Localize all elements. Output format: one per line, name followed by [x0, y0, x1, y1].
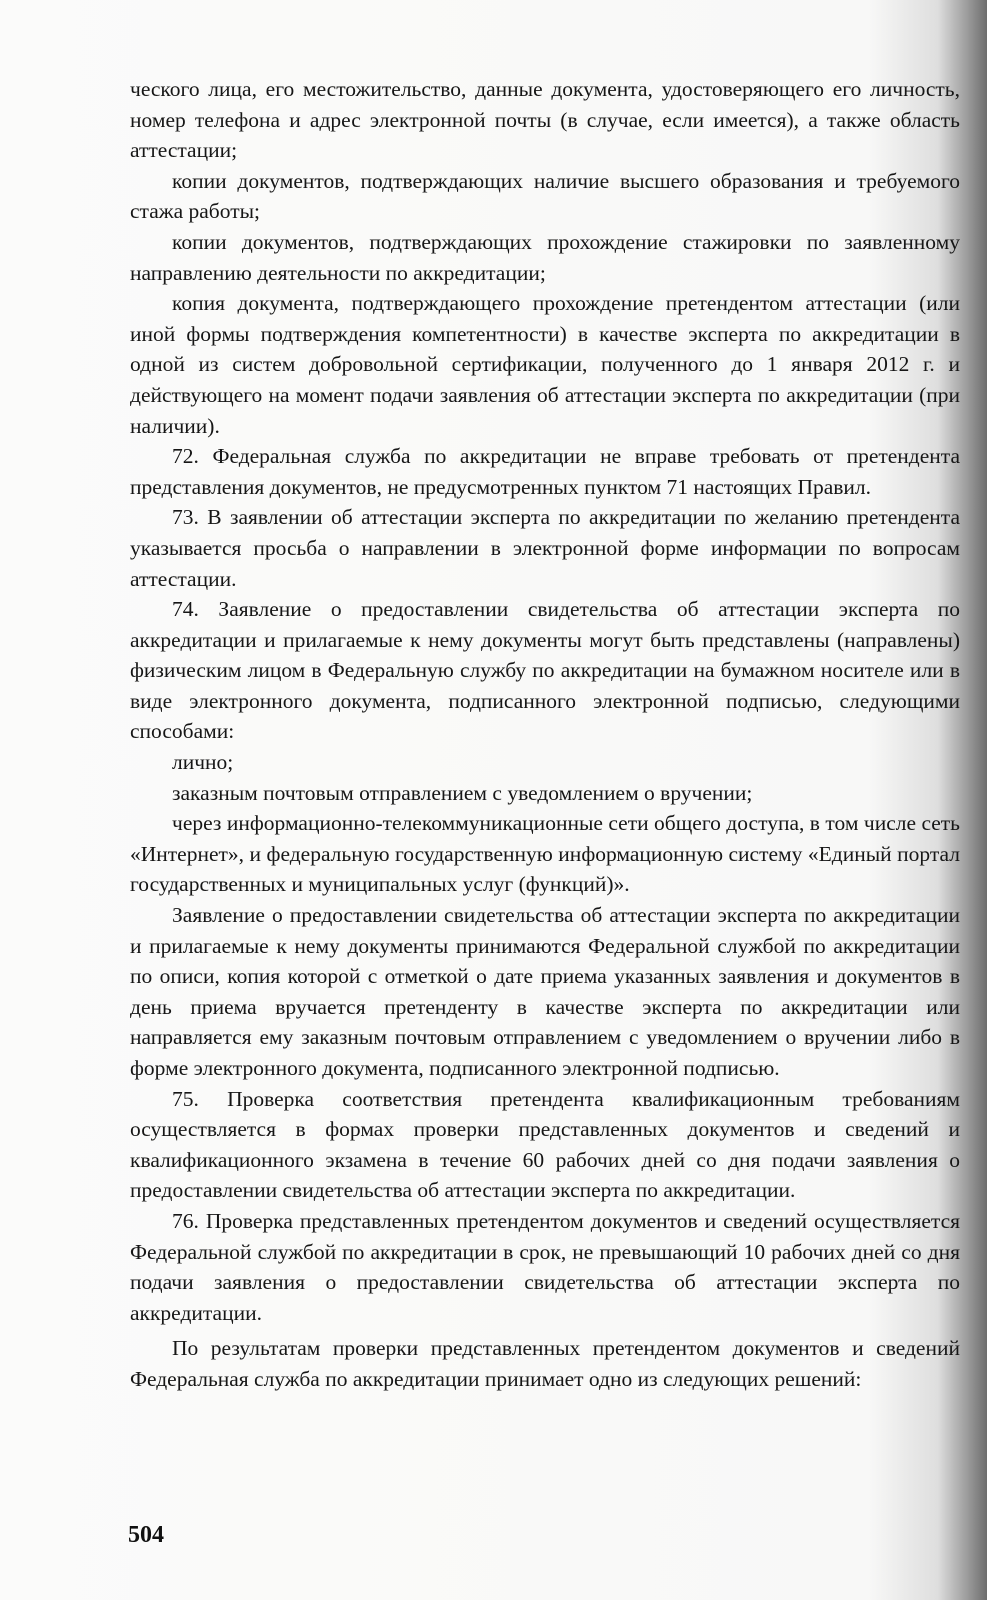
paragraph-education-copies: копии документов, подтверждающих наличие высшего образования и требуемого стажа работы; [130, 168, 960, 224]
paragraph-item-72: 72. Федеральная служба по аккредитации не вправе требовать от претендента представления документов, не предусмотренных пунктом 71 настоящих Правил. [130, 444, 960, 499]
paragraph-decision: По результатам проверки представленных претендентом документов и сведений Федеральная служба по аккредитации принимает одно из следующих решений: [130, 1336, 960, 1391]
paragraph-item-75: 75. Проверка соответствия претендента квалификационным требованиям осуществляется в формах проверки представленных документов и сведений и квалификационного экзамена в течение 60 рабочих дней со дня подачи заявления о предоставлении свидетельства об аттестации эксперта по аккредитации. [130, 1086, 960, 1203]
paragraph-application-acceptance: Заявление о предоставлении свидетельства об аттестации эксперта по аккредитации и прилагаемые к нему документы принимаются Федеральной службой по аккредитации по описи, копия которой с отметкой о дате приема указанных заявления и документов в день приема вручается претенденту в качестве эксперта по аккредитации или направляется ему заказным почтовым отправлением с уведомлением о вручении либо в форме электронного документа, подписанного электронной подписью. [130, 903, 960, 1080]
paragraph-item-74: 74. Заявление о предоставлении свидетельства об аттестации эксперта по аккредитации и прилагаемые к нему документы могут быть представлены (направлены) физическим лицом в Федеральную службу по аккредитации на бумажном носителе или в виде электронного документа, подписанного электронной подписью, следующими способами: [130, 597, 960, 744]
paragraph-internship-copies: копии документов, подтверждающих прохождение стажировки по заявленному направлению деятельности по аккредитации; [130, 229, 960, 285]
paragraph-item-76: 76. Проверка представленных претендентом документов и сведений осуществляется Федеральной службой по аккредитации в срок, не превышающий 10 рабочих дней со дня подачи заявления о предоставлении свидетельства об аттестации эксперта по аккредитации. [130, 1208, 960, 1325]
paragraph-item-73: 73. В заявлении об аттестации эксперта по аккредитации по желанию претендента указывается просьба о направлении в электронной форме информации по вопросам аттестации. [130, 505, 960, 591]
paragraph-in-person: лично; [172, 750, 234, 775]
paragraph-internet: через информационно-телекоммуникационные сети общего доступа, в том числе сеть «Интернет», и федеральную государственную информационную систему «Единый портал государственных и муниципальных услуг (функций)». [130, 811, 960, 897]
paragraph-certification-copy: копия документа, подтверждающего прохождение претендентом аттестации (или иной формы подтверждения компетентности) в качестве эксперта по аккредитации в одной из систем добровольной сертификации, полученного до 1 января 2012 г. и действующего на момент подачи заявления об аттестации эксперта по аккредитации (при наличии). [130, 291, 960, 438]
body-text [130, 74, 960, 1395]
page-number: 504 [128, 1522, 164, 1548]
paragraph-continuation: ческого лица, его местожительство, данные документа, удостоверяющего его личность, номер телефона и адрес электронной почты (в случае, если имеется), а также область аттестации; [130, 77, 960, 163]
paragraph-registered-mail: заказным почтовым отправлением с уведомлением о вручении; [172, 780, 753, 805]
